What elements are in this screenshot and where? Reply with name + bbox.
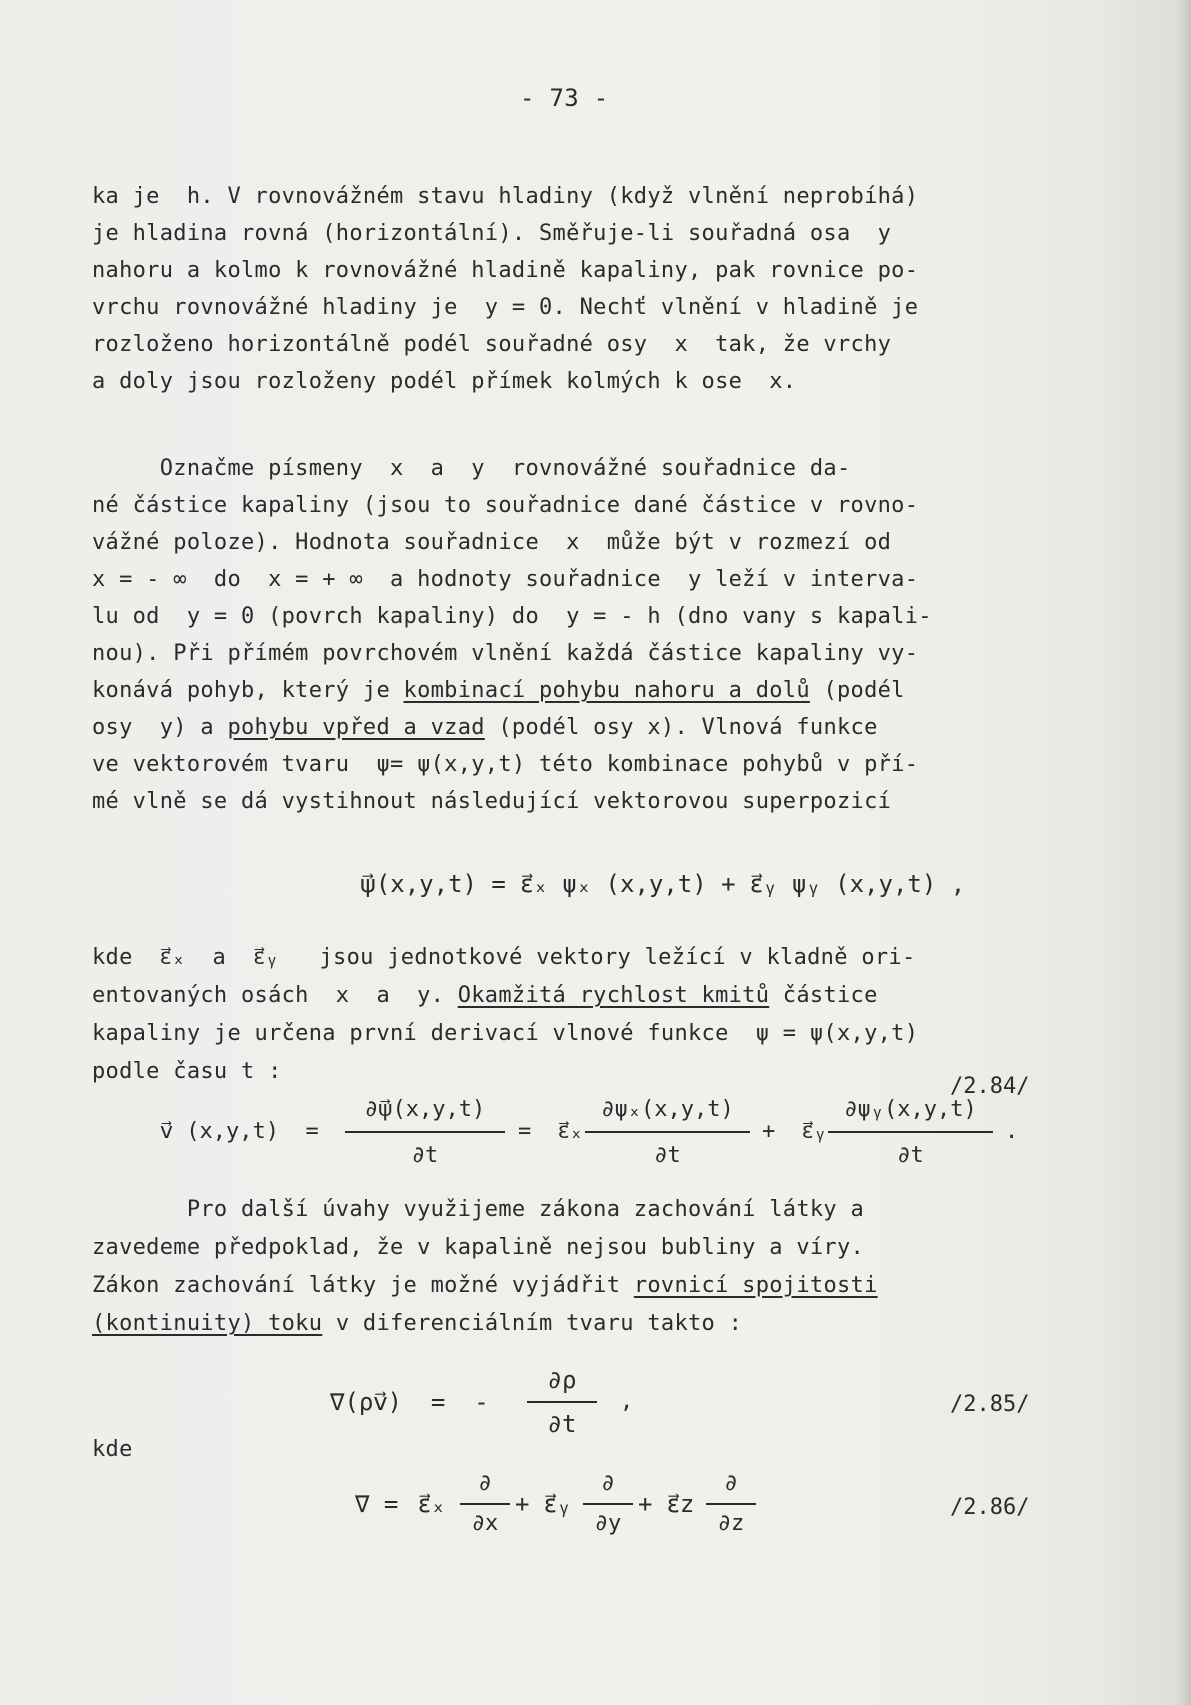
- p3-line-3: kapaliny je určena první derivací vlnové funkce ψ = ψ(x,y,t): [92, 1021, 919, 1046]
- eq-2-86-denominator-2: ∂y: [594, 1511, 622, 1536]
- eq-2-85-lhs: ∇(ρv⃗) = -: [330, 1388, 489, 1416]
- p2-line-2: né částice kapaliny (jsou to souřadnice dané částice v rovno-: [92, 493, 919, 518]
- eq-2-84-fraction-bar-3: [828, 1131, 993, 1133]
- eq-2-86-fraction-bar-1: [460, 1503, 510, 1505]
- eq-2-84-denominator-3: ∂t: [897, 1143, 924, 1168]
- eq-2-84-numerator-3: ∂ψᵧ(x,y,t): [844, 1097, 977, 1122]
- p2-line-8-text: osy y) a: [92, 715, 228, 740]
- p3-line-2: [92, 982, 878, 1010]
- p1-line-5: rozloženo horizontálně podél souřadné osy x tak, že vrchy: [92, 332, 892, 357]
- p2-line-3: vážné poloze). Hodnota souřadnice x může být v rozmezí od: [92, 530, 892, 555]
- p3-line-4: podle času t :: [92, 1059, 282, 1084]
- p1-line-1: ka je h. V rovnovážném stavu hladiny (když vlnění neprobíhá): [92, 184, 919, 209]
- p2-line-1: Označme písmeny x a y rovnovážné souřadnice da-: [92, 456, 851, 481]
- eq-2-85-numerator: ∂ρ: [547, 1366, 577, 1394]
- p2-line-8-tail: (podél osy x). Vlnová funkce: [484, 715, 878, 740]
- p2-line-7-text: konává pohyb, který je: [92, 678, 404, 703]
- p2-line-6: nou). Při přímém povrchovém vlnění každá částice kapaliny vy-: [92, 641, 919, 666]
- page-number: - 73 -: [520, 84, 609, 112]
- eq-2-85-denominator: ∂t: [547, 1410, 577, 1438]
- p3-line-1: kde ε⃗ₓ a ε⃗ᵧ jsou jednotkové vektory ležící v kladně ori-: [92, 945, 916, 970]
- p4-line-4-tail: v diferenciálním tvaru takto :: [322, 1311, 743, 1336]
- eq-2-86-fraction-bar-3: [706, 1503, 756, 1505]
- eq-2-85-fraction-bar: [527, 1401, 597, 1403]
- eq-2-86-denominator-1: ∂x: [471, 1511, 499, 1536]
- eq-2-86-numerator-3: ∂: [724, 1471, 738, 1496]
- p2-line-4: x = - ∞ do x = + ∞ a hodnoty souřadnice y leží v interva-: [92, 567, 919, 592]
- eq-2-86-denominator-3: ∂z: [717, 1511, 745, 1536]
- underlined-phrase-forward-back: pohybu vpřed a vzad: [227, 715, 485, 740]
- p1-line-4: vrchu rovnovážné hladiny je y = 0. Nechť vlnění v hladině je: [92, 295, 919, 320]
- eq-2-84-term-y: + ε⃗ᵧ: [762, 1119, 827, 1144]
- p2-line-8: [92, 714, 878, 742]
- eq-2-84-fraction-bar-2: [585, 1131, 750, 1133]
- eq-2-86-ex: ε⃗ₓ: [418, 1490, 446, 1518]
- p4-line-3: [92, 1272, 878, 1300]
- eq-2-86-ez: + ε⃗z: [638, 1490, 695, 1518]
- eq-2-84-term-x: = ε⃗ₓ: [518, 1119, 583, 1144]
- kde-label: kde: [92, 1437, 133, 1462]
- eq-2-84-fraction-bar-1: [345, 1131, 505, 1133]
- p3-line-2-tail: částice: [769, 983, 878, 1008]
- p4-line-1: Pro další úvahy využijeme zákona zachování látky a: [92, 1197, 865, 1222]
- eq-2-86-lhs: ∇ =: [355, 1490, 399, 1518]
- p4-line-2: zavedeme předpoklad, že v kapalině nejsou bubliny a víry.: [92, 1235, 865, 1260]
- equation-superposition: ψ⃗(x,y,t) = ε⃗ₓ ψₓ (x,y,t) + ε⃗ᵧ ψᵧ (x,y,t) ,: [360, 870, 966, 898]
- underlined-phrase-combination: kombinací pohybu nahoru a dolů: [403, 678, 810, 703]
- eq-2-86-numerator-2: ∂: [601, 1471, 615, 1496]
- page-edge-shadow: [1177, 0, 1191, 1705]
- p3-line-2-text: entovaných osách x a y.: [92, 983, 458, 1008]
- eq-2-85-end: ,: [620, 1389, 634, 1414]
- p4-line-4: [92, 1310, 742, 1338]
- p4-line-3-text: Zákon zachování látky je možné vyjádřit: [92, 1273, 634, 1298]
- equation-number-2-86: /2.86/: [950, 1495, 1030, 1520]
- p1-line-6: a doly jsou rozloženy podél přímek kolmých k ose x.: [92, 369, 797, 394]
- eq-2-84-lhs: v⃗ (x,y,t) =: [160, 1119, 319, 1144]
- equation-number-2-85: /2.85/: [950, 1392, 1030, 1417]
- p2-line-10: mé vlně se dá vystihnout následující vektorovou superpozicí: [92, 789, 892, 814]
- p2-line-7-tail: (podél: [809, 678, 905, 703]
- eq-2-84-denominator-1: ∂t: [411, 1143, 439, 1168]
- underlined-phrase-continuity: rovnicí spojitosti: [633, 1273, 878, 1298]
- underlined-phrase-velocity: Okamžitá rychlost kmitů: [457, 983, 770, 1008]
- underlined-phrase-flux: (kontinuity) toku: [92, 1311, 323, 1336]
- equation-number-2-84: /2.84/: [950, 1074, 1030, 1099]
- p1-line-2: je hladina rovná (horizontální). Směřuje-li souřadná osa y: [92, 221, 892, 246]
- eq-2-86-fraction-bar-2: [583, 1503, 633, 1505]
- eq-2-86-numerator-1: ∂: [478, 1471, 492, 1496]
- eq-2-84-numerator-2: ∂ψₓ(x,y,t): [601, 1097, 734, 1122]
- eq-2-84-numerator-1: ∂ψ⃗(x,y,t): [364, 1097, 486, 1122]
- eq-2-84-denominator-2: ∂t: [654, 1143, 681, 1168]
- eq-2-86-ey: + ε⃗ᵧ: [515, 1490, 572, 1518]
- p2-line-5: lu od y = 0 (povrch kapaliny) do y = - h (dno vany s kapali-: [92, 604, 932, 629]
- p1-line-3: nahoru a kolmo k rovnovážné hladině kapaliny, pak rovnice po-: [92, 258, 919, 283]
- eq-2-84-end: .: [1005, 1119, 1019, 1144]
- p2-line-7: [92, 677, 905, 705]
- p2-line-9: ve vektorovém tvaru ψ= ψ(x,y,t) této kombinace pohybů v pří-: [92, 752, 919, 777]
